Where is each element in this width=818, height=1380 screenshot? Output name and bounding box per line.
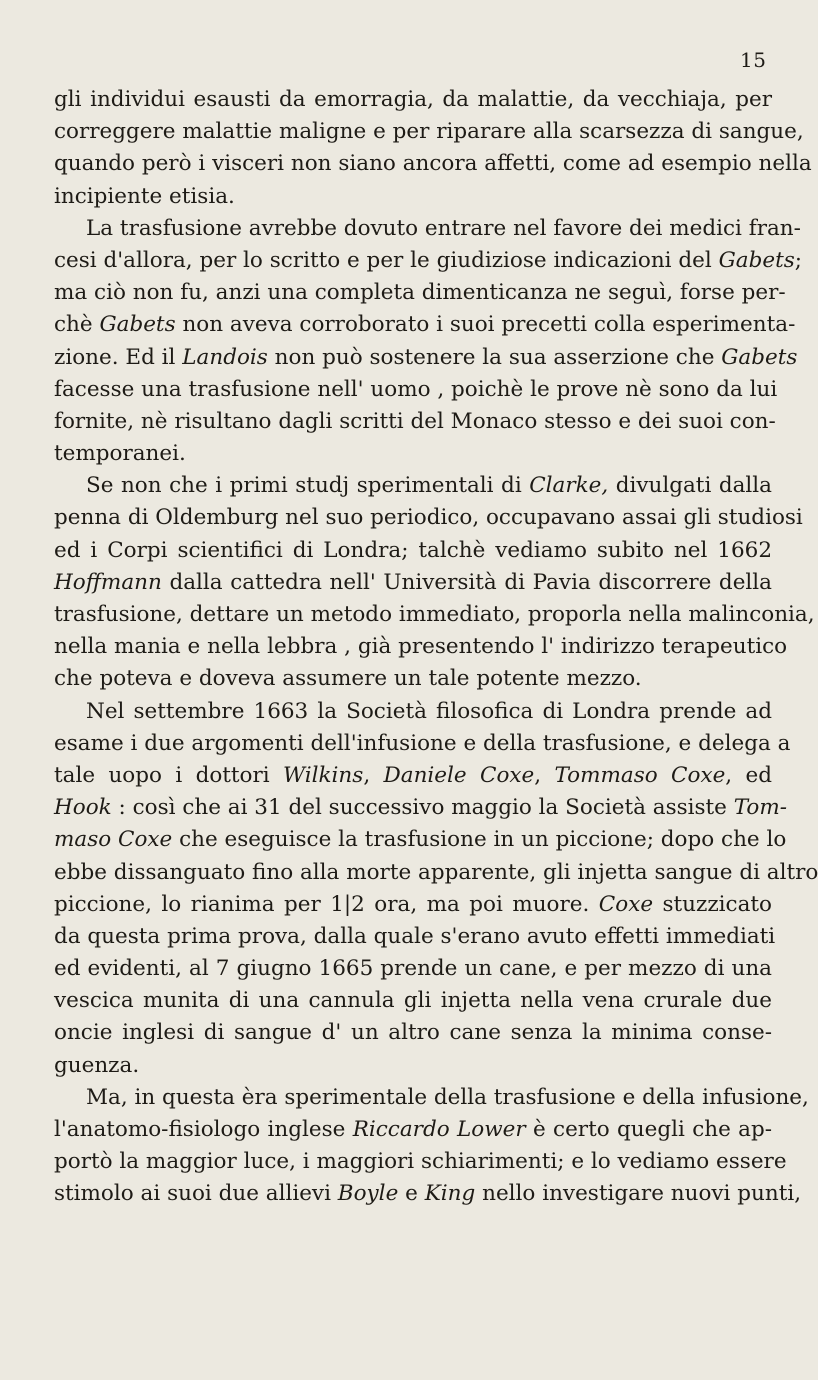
text-segment: , ed bbox=[725, 762, 772, 788]
italic-name: Tommaso Coxe bbox=[554, 762, 726, 788]
text-segment: Se non che i primi studj sperimentali di bbox=[86, 473, 530, 499]
italic-name: Tom- bbox=[733, 795, 788, 821]
text-line bbox=[54, 535, 772, 567]
text-segment: ebbe dissanguato fino alla morte apparente, gli injetta sangue di altro bbox=[54, 859, 818, 885]
text-segment: zione. Ed il bbox=[54, 344, 183, 370]
text-segment: , bbox=[363, 762, 384, 788]
text-segment: che poteva e doveva assumere un tale potente mezzo. bbox=[54, 666, 642, 692]
text-line bbox=[54, 1114, 772, 1146]
text-line bbox=[54, 599, 815, 631]
text-line bbox=[54, 374, 778, 406]
italic-name: Wilkins bbox=[283, 762, 364, 788]
italic-name: Gabets bbox=[99, 312, 176, 338]
text-line bbox=[54, 696, 772, 728]
italic-name: Landois bbox=[182, 344, 268, 370]
text-line bbox=[54, 309, 796, 341]
text-segment: ed i Corpi scientifici di Londra; talchè vediamo subito nel 1662 bbox=[54, 537, 772, 563]
text-segment: ed evidenti, al 7 giugno 1665 prende un cane, e per mezzo di una bbox=[54, 956, 772, 982]
text-segment: Ma, in questa èra sperimentale della trasfusione e della infusione, bbox=[86, 1084, 809, 1110]
italic-name: Gabets bbox=[718, 247, 795, 273]
text-line bbox=[54, 567, 772, 599]
text-line bbox=[54, 953, 772, 985]
italic-name: Riccardo Lower bbox=[352, 1117, 526, 1142]
text-line bbox=[54, 889, 772, 921]
text-segment: : così che ai 31 del successivo maggio la Società assiste bbox=[111, 795, 734, 821]
text-segment: nella mania e nella lebbra , già presentendo l' indirizzo terapeutico bbox=[54, 634, 788, 660]
text-line bbox=[54, 663, 772, 695]
text-line bbox=[54, 1082, 809, 1114]
italic-name: Daniele Coxe bbox=[383, 762, 535, 788]
text-line bbox=[54, 213, 801, 245]
text-line bbox=[54, 631, 788, 663]
text-segment: non aveva corroborato i suoi precetti colla esperimenta- bbox=[175, 312, 796, 338]
text-line bbox=[54, 438, 772, 470]
text-line bbox=[54, 277, 786, 309]
text-segment: chè bbox=[54, 312, 100, 338]
italic-name: Gabets bbox=[721, 344, 798, 370]
text-line bbox=[54, 470, 772, 502]
text-segment: tale uopo i dottori bbox=[54, 762, 284, 788]
text-segment: esame i due argomenti dell'infusione e della trasfusione, e delega a bbox=[54, 730, 791, 756]
text-segment: quando però i visceri non siano ancora affetti, come ad esempio nella bbox=[54, 151, 812, 177]
italic-name: maso Coxe bbox=[54, 827, 173, 853]
text-segment: stuzzicato bbox=[653, 891, 772, 917]
text-segment: l'anatomo-fisiologo inglese bbox=[54, 1117, 353, 1142]
text-line bbox=[54, 985, 772, 1017]
text-segment: non può sostenere la sua asserzione che bbox=[267, 344, 722, 370]
text-line bbox=[54, 181, 772, 213]
text-segment: stimolo ai suoi due allievi bbox=[54, 1181, 338, 1207]
text-line bbox=[54, 84, 772, 116]
text-segment: divulgati dalla bbox=[608, 473, 772, 499]
page-number: 15 bbox=[740, 48, 767, 72]
italic-name: Coxe bbox=[598, 891, 654, 917]
text-segment: facesse una trasfusione nell' uomo , poichè le prove nè sono da lui bbox=[54, 376, 778, 402]
text-segment: ma ciò non fu, anzi una completa dimenticanza ne seguì, forse per- bbox=[54, 280, 786, 306]
italic-name: King bbox=[424, 1181, 476, 1207]
text-segment: dalla cattedra nell' Università di Pavia discorrere della bbox=[161, 569, 772, 595]
text-line bbox=[54, 342, 798, 374]
text-segment: fornite, nè risultano dagli scritti del Monaco stesso e dei suoi con- bbox=[54, 408, 776, 434]
text-line bbox=[54, 824, 787, 856]
text-line bbox=[54, 760, 772, 792]
text-segment: gli individui esausti da emorragia, da malattie, da vecchiaja, per bbox=[54, 87, 772, 112]
italic-name: Hoffmann bbox=[54, 569, 162, 595]
text-segment: Nel settembre 1663 la Società filosofica di Londra prende ad bbox=[86, 698, 772, 724]
text-line bbox=[54, 792, 788, 824]
text-segment: incipiente etisia. bbox=[54, 183, 235, 209]
text-line bbox=[54, 921, 776, 953]
text-line bbox=[54, 116, 804, 148]
text-segment: ; bbox=[794, 247, 802, 273]
text-segment: piccione, lo rianima per 1|2 ora, ma poi muore. bbox=[54, 891, 599, 917]
text-segment: vescica munita di una cannula gli injetta nella vena crurale due bbox=[54, 988, 772, 1014]
text-segment: cesi d'allora, per lo scritto e per le giudiziose indicazioni del bbox=[54, 247, 719, 273]
text-segment: trasfusione, dettare un metodo immediato, proporla nella malinconia, bbox=[54, 602, 815, 627]
text-segment: portò la maggior luce, i maggiori schiarimenti; e lo vediamo essere bbox=[54, 1149, 787, 1175]
text-segment: e bbox=[398, 1181, 425, 1207]
text-line bbox=[54, 502, 803, 534]
text-line bbox=[54, 1017, 772, 1049]
text-segment: , bbox=[534, 762, 555, 788]
text-segment: correggere malattie maligne e per riparare alla scarsezza di sangue, bbox=[54, 119, 804, 145]
text-line bbox=[54, 1178, 802, 1210]
italic-name: Clarke, bbox=[529, 473, 609, 499]
text-segment: da questa prima prova, dalla quale s'erano avuto effetti immediati bbox=[54, 923, 776, 949]
text-segment: che eseguisce la trasfusione in un piccione; dopo che lo bbox=[172, 827, 787, 853]
italic-name: Hook bbox=[54, 795, 112, 821]
text-line bbox=[54, 148, 812, 180]
text-segment: nello investigare nuovi punti, bbox=[475, 1181, 802, 1207]
text-line bbox=[54, 728, 791, 760]
text-segment: La trasfusione avrebbe dovuto entrare nel favore dei medici fran- bbox=[86, 215, 801, 241]
text-segment: oncie inglesi di sangue d' un altro cane senza la minima conse- bbox=[54, 1020, 772, 1046]
text-line bbox=[54, 857, 818, 889]
italic-name: Boyle bbox=[337, 1181, 399, 1207]
text-segment: penna di Oldemburg nel suo periodico, occupavano assai gli studiosi bbox=[54, 505, 803, 531]
text-segment: è certo quegli che ap- bbox=[525, 1117, 772, 1142]
text-segment: temporanei. bbox=[54, 441, 186, 467]
body-text bbox=[54, 84, 818, 1211]
text-line bbox=[54, 1146, 787, 1178]
text-line bbox=[54, 245, 802, 277]
text-line bbox=[54, 406, 776, 438]
text-line bbox=[54, 1050, 772, 1082]
text-segment: guenza. bbox=[54, 1052, 140, 1078]
